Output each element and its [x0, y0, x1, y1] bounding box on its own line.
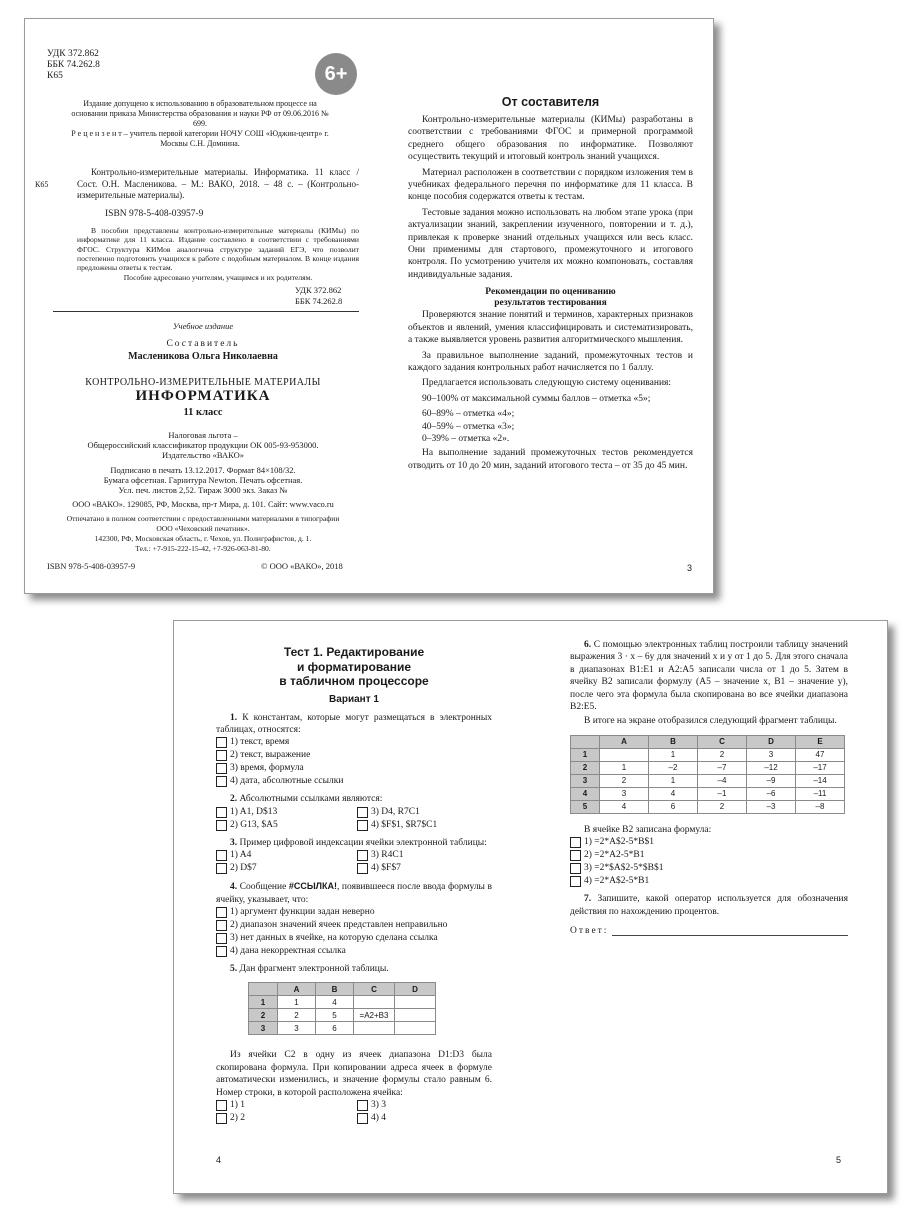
test-title — [216, 645, 492, 689]
col-header: C — [698, 735, 747, 748]
cell: 1 — [649, 748, 698, 761]
q2-option-3[interactable]: 3) D4, R7C1 — [357, 806, 437, 819]
cell: –1 — [698, 787, 747, 800]
checkbox[interactable] — [216, 920, 227, 931]
cell: 47 — [796, 748, 845, 761]
checkbox[interactable] — [216, 1100, 227, 1111]
col-header: E — [796, 735, 845, 748]
checkbox[interactable] — [357, 807, 368, 818]
cell: –3 — [747, 800, 796, 813]
cell: –4 — [698, 774, 747, 787]
checkbox[interactable] — [357, 1113, 368, 1124]
q6-option-1[interactable]: 1) =2*A$2-5*B$1 — [570, 836, 848, 849]
cell: –11 — [796, 787, 845, 800]
q6-option-3[interactable]: 3) =2*$A$2-5*$B$1 — [570, 862, 848, 875]
cell: 2 — [600, 774, 649, 787]
row-header: 4 — [571, 787, 600, 800]
row-header: 3 — [249, 1022, 278, 1035]
checkbox[interactable] — [216, 820, 227, 831]
col-header: D — [395, 983, 436, 996]
q1-number: 1. — [230, 712, 238, 723]
corner-cell — [571, 735, 600, 748]
audience: Пособие адресовано учителям, учащимся и их родителям. — [123, 273, 313, 282]
q5-after-text: Из ячейки C2 в одну из ячеек диапазона D1:D3 была скопирована формула. При копировании адреса ячеек в формуле автоматически изменились, и значение формулы стало равным 6. Номер строки, в которой расположена ячейка: — [216, 1050, 492, 1098]
col-header: A — [600, 735, 649, 748]
q2-option-4[interactable]: 4) $F$1, $R7$C1 — [357, 819, 437, 832]
q5-text: Дан фрагмент электронной таблицы. — [239, 963, 389, 974]
printed-at: Отпечатано в полном соответствии с предоставленными материалами в типографии ООО «Чеховский печатник». — [66, 514, 340, 533]
bbk-code: ББК 74.262.8 — [47, 60, 100, 70]
grade-2: 0–39% – отметка «2». — [422, 433, 510, 444]
checkbox[interactable] — [216, 933, 227, 944]
checkbox[interactable] — [570, 876, 581, 887]
compiler-label: Составитель — [166, 339, 240, 349]
q2-number: 2. — [230, 794, 238, 805]
question-6 — [570, 639, 848, 888]
q3-option-4[interactable]: 4) $F$7 — [357, 862, 403, 875]
table-header-row — [249, 983, 436, 996]
grade-4: 60–89% – отметка «4»; — [422, 409, 515, 420]
q3-option-2[interactable]: 2) D$7 — [216, 862, 357, 875]
divider — [53, 311, 359, 312]
publisher-address: ООО «ВАКО». 129085, РФ, Москва, пр-т Мира, д. 101. Сайт: www.vaco.ru — [72, 500, 334, 509]
abstract: В пособии представлены контрольно-измерительные материалы (КИМы) по информатике для 11 класса. Издание составлено в соответствии с требованиями ФГОС. Структура КИМов аналогична структуре заданий ЕГЭ, что позволит постепенно подготовить учащихся к работе с подобным материалом. В конце издания предложены ответы к тестам. — [77, 226, 359, 273]
row-header: 2 — [571, 761, 600, 774]
q4-option-3[interactable]: 3) нет данных в ячейке, на которую сделана ссылка — [216, 932, 492, 945]
test-page-right — [570, 639, 848, 936]
q6-number: 6. — [584, 640, 592, 650]
q1-text: К константам, которые могут размещаться в электронных таблицах, относятся: — [216, 712, 493, 735]
cell: 1 — [600, 761, 649, 774]
col-header: B — [316, 983, 354, 996]
checkbox[interactable] — [216, 737, 227, 748]
cell: 3 — [600, 787, 649, 800]
print-line-2: Бумага офсетная. Гарнитура Newton. Печать офсетная. — [103, 475, 303, 485]
edition-type: Учебное издание — [172, 321, 234, 331]
approval-note: Издание допущено к использованию в образовательном процессе на основании приказа Министерства образования и науки РФ от 09.06.2016 № 699. — [71, 99, 329, 128]
cell: –2 — [649, 761, 698, 774]
col-header: A — [278, 983, 316, 996]
q6-text-2: В итоге на экране отобразился следующий фрагмент таблицы. — [584, 716, 837, 727]
foreword-p6: Предлагается использовать следующую систему оценивания: — [422, 378, 672, 389]
table-row — [571, 800, 845, 813]
checkbox[interactable] — [357, 863, 368, 874]
question-7 — [570, 893, 848, 936]
q5-option-2[interactable]: 2) 2 — [216, 1112, 357, 1125]
print-line-3: Усл. печ. листов 2,52. Тираж 3000 экз. Заказ № — [118, 485, 288, 495]
cell: 1 — [278, 996, 316, 1009]
test-title-line-1: Тест 1. Редактирование — [283, 645, 425, 659]
checkbox[interactable] — [216, 750, 227, 761]
cell: 6 — [649, 800, 698, 813]
table-row — [571, 748, 845, 761]
foreword-p2: Материал расположен в соответствии с порядком изложения тем в учебниках федерального перечня по информатике для 11 класса. В конце пособия содержатся ответы к тестам. — [408, 167, 693, 203]
row-header: 5 — [571, 800, 600, 813]
cell: –7 — [698, 761, 747, 774]
cell: 2 — [698, 800, 747, 813]
q6-option-4[interactable]: 4) =2*A$2-5*B1 — [570, 875, 848, 888]
print-line-1: Подписано в печать 13.12.2017. Формат 84×108/32. — [110, 465, 296, 475]
q3-text: Пример цифровой индексации ячейки электронной таблицы: — [239, 837, 487, 848]
checkbox[interactable] — [570, 850, 581, 861]
isbn: ISBN 978-5-408-03957-9 — [105, 209, 204, 219]
question-4 — [216, 880, 492, 958]
row-header: 3 — [571, 774, 600, 787]
q6-text-3: В ячейке B2 записана формула: — [584, 824, 712, 835]
q5-option-1[interactable]: 1) 1 — [216, 1099, 357, 1112]
cell: 2 — [278, 1009, 316, 1022]
question-5 — [216, 963, 492, 1125]
table-row — [571, 761, 845, 774]
q2-option-1[interactable]: 1) A1, D$13 — [216, 806, 357, 819]
col-header: D — [747, 735, 796, 748]
variant-label: Вариант 1 — [329, 693, 379, 705]
row-header: 1 — [249, 996, 278, 1009]
table-header-row — [571, 735, 845, 748]
cell: –8 — [796, 800, 845, 813]
checkbox[interactable] — [216, 1113, 227, 1124]
q6-text: С помощью электронных таблиц построили таблицу значений выражения 3 · x – 6y для значений x и y от 1 до 5. Для этого сначала в диапазонах B1:E1 и A2:A5 записали числа от 1 до 5. Затем в ячейку B2 записали формулу (A5 – значение x, B1 – значение y), после чего эта формула была скопирована во все ячейки диапазона B2:E5. — [570, 640, 849, 713]
cell — [600, 748, 649, 761]
q4-pre: Сообщение — [239, 882, 289, 893]
checkbox[interactable] — [216, 763, 227, 774]
checkbox[interactable] — [570, 837, 581, 848]
bibliographic-citation: Контрольно-измерительные материалы. Информатика. 11 класс / Сост. О.Н. Масленикова. – М.: ВАКО, 2018. – 48 с. – (Контрольно-измерительные материалы). — [77, 167, 359, 200]
cell: –6 — [747, 787, 796, 800]
imprint-page — [47, 49, 352, 82]
series-title: КОНТРОЛЬНО-ИЗМЕРИТЕЛЬНЫЕ МАТЕРИАЛЫ — [85, 377, 321, 388]
subtitle-line-2: результатов тестирования — [494, 298, 607, 309]
foreword-p4: Проверяются знание понятий и терминов, характерных признаков объектов и явлений, умения классифицировать и систематизировать, а также выявляется уровень развития алгоритмического мышления. — [408, 310, 693, 346]
corner-cell — [249, 983, 278, 996]
reviewer-note: Р е ц е н з е н т – учитель первой категории НОЧУ СОШ «Юджин-центр» г. Москвы С.Н. Домнина. — [71, 129, 329, 148]
foreword-page — [408, 95, 693, 472]
cell — [354, 996, 395, 1009]
checkbox[interactable] — [216, 946, 227, 957]
subtitle-line-1: Рекомендации по оцениванию — [485, 287, 616, 298]
cell: 3 — [278, 1022, 316, 1035]
tax-line-1: Налоговая льгота – — [168, 430, 238, 440]
subject-title: ИНФОРМАТИКА — [135, 388, 271, 404]
q1-option-1[interactable]: 1) текст, время — [216, 736, 492, 749]
checkbox[interactable] — [570, 863, 581, 874]
checkbox[interactable] — [216, 807, 227, 818]
bbk-code-2: ББК 74.262.8 — [295, 296, 343, 306]
col-header: C — [354, 983, 395, 996]
col-header: B — [649, 735, 698, 748]
footer-isbn: ISBN 978-5-408-03957-9 — [47, 561, 136, 571]
page-number-3: 3 — [687, 563, 693, 573]
table-row — [249, 1009, 436, 1022]
checkbox[interactable] — [216, 776, 227, 787]
foreword-p5: За правильное выполнение заданий, промежуточных тестов и каждого задания контрольных работ начисляется по 1 баллу. — [408, 350, 693, 373]
checkbox[interactable] — [216, 850, 227, 861]
answer-label: Ответ: — [570, 926, 609, 937]
compiler-name: Масленикова Ольга Николаевна — [128, 351, 278, 362]
age-rating-badge: 6+ — [315, 53, 357, 95]
q3-option-3[interactable]: 3) R4C1 — [357, 849, 403, 862]
q1-option-3[interactable]: 3) время, формула — [216, 762, 492, 775]
q4-error-code: #ССЫЛКА! — [288, 881, 337, 892]
cell — [395, 996, 436, 1009]
cell — [395, 1009, 436, 1022]
cell: 1 — [649, 774, 698, 787]
table-row — [249, 996, 436, 1009]
cell: 6 — [316, 1022, 354, 1035]
q7-number: 7. — [584, 894, 592, 905]
q2-text: Абсолютными ссылками являются: — [239, 794, 383, 805]
cell: –17 — [796, 761, 845, 774]
cell: 3 — [747, 748, 796, 761]
recommendations-subtitle — [408, 287, 693, 309]
cell: 4 — [600, 800, 649, 813]
checkbox[interactable] — [216, 863, 227, 874]
cell: 5 — [316, 1009, 354, 1022]
q2-option-2[interactable]: 2) G13, $A5 — [216, 819, 357, 832]
udk-code: УДК 372.862 — [47, 49, 99, 59]
q5-spreadsheet-fragment — [248, 982, 436, 1035]
q7-text: Запишите, какой оператор используется для обозначения действия по нахождению процентов. — [570, 894, 848, 917]
table-row — [571, 774, 845, 787]
publisher: Издательство «ВАКО» — [161, 450, 244, 460]
tax-line-2: Общероссийский классификатор продукции ОК 005-93-953000. — [87, 440, 319, 450]
table-row — [571, 787, 845, 800]
q4-option-2[interactable]: 2) диапазон значений ячеек представлен неправильно — [216, 919, 492, 932]
author-mark: К65 — [47, 71, 63, 81]
q3-number: 3. — [230, 837, 238, 848]
cell: 4 — [649, 787, 698, 800]
cell — [395, 1022, 436, 1035]
q5-option-4[interactable]: 4) 4 — [357, 1112, 386, 1125]
cell: =A2+B3 — [354, 1009, 395, 1022]
q4-number: 4. — [230, 882, 238, 893]
question-2 — [216, 793, 492, 831]
cell: 2 — [698, 748, 747, 761]
cell: –9 — [747, 774, 796, 787]
test-title-line-2: и форматирование — [296, 659, 412, 674]
citation-mark: К65 — [35, 180, 49, 189]
table-row — [249, 1022, 436, 1035]
cell: 4 — [316, 996, 354, 1009]
book-spread-pages-2-3 — [24, 18, 714, 594]
grade-3: 40–59% – отметка «3»; — [422, 421, 515, 432]
test-page-left — [216, 645, 492, 1125]
foreword-p1: Контрольно-измерительные материалы (КИМы) разработаны в соответствии с требованиями ФГОС и примерной программой среднего общего образования по информатике. Позволяют осуществить текущий и итоговый контроль знаний учащихся. — [408, 115, 693, 163]
q1-option-2[interactable]: 2) текст, выражение — [216, 749, 492, 762]
q3-option-1[interactable]: 1) A4 — [216, 849, 357, 862]
book-spread-pages-4-5 — [173, 620, 888, 1194]
question-1 — [216, 712, 492, 789]
foreword-p7: На выполнение заданий промежуточных тестов рекомендуется отводить от 10 до 20 мин, заданий итогового теста – от 35 до 45 мин. — [408, 448, 693, 471]
q5-option-3[interactable]: 3) 3 — [357, 1099, 386, 1112]
cell: –14 — [796, 774, 845, 787]
grade-5: 90–100% от максимальной суммы баллов – отметка «5»; — [422, 393, 651, 404]
q6-spreadsheet-fragment — [570, 735, 845, 814]
checkbox[interactable] — [357, 820, 368, 831]
q6-option-2[interactable]: 2) =2*A2-5*B1 — [570, 849, 848, 862]
row-header: 1 — [571, 748, 600, 761]
cell: –12 — [747, 761, 796, 774]
udk-code-2: УДК 372.862 — [295, 285, 342, 295]
footer-copyright: © ООО «ВАКО», 2018 — [261, 561, 343, 571]
q5-number: 5. — [230, 963, 238, 974]
printer-phone: Тел.: +7-915-222-15-42, +7-926-063-81-80. — [135, 544, 271, 553]
page-number-4: 4 — [216, 1155, 222, 1165]
foreword-title: От составителя — [501, 95, 600, 109]
checkbox[interactable] — [357, 1100, 368, 1111]
checkbox[interactable] — [357, 850, 368, 861]
foreword-p3: Тестовые задания можно использовать на любом этапе урока (при актуализации знаний, закреплении изученного, повторении и т. д.), привлекая к проверке знаний отдельных учащихся или весь класс. Они применимы для стартового, промежуточного и итогового контроля. По усмотрению учителя их можно компоновать, составляя индивидуальные задания. — [408, 207, 693, 280]
q4-option-1[interactable]: 1) аргумент функции задан неверно — [216, 906, 492, 919]
page-number-5: 5 — [836, 1155, 842, 1165]
q1-option-4[interactable]: 4) дата, абсолютные ссылки — [216, 775, 492, 788]
q4-text: , появившееся после ввода формулы в ячейку, указывает, что: — [216, 882, 492, 905]
q4-option-4[interactable]: 4) дана некорректная ссылка — [216, 945, 492, 958]
checkbox[interactable] — [216, 907, 227, 918]
row-header: 2 — [249, 1009, 278, 1022]
question-3 — [216, 837, 492, 875]
grade: 11 класс — [183, 407, 223, 418]
answer-input-line[interactable] — [612, 925, 848, 936]
test-title-line-3: в табличном процессоре — [279, 674, 429, 688]
printer-address: 142300, РФ, Московская область, г. Чехов, ул. Полиграфистов, д. 1. — [94, 534, 312, 543]
cell — [354, 1022, 395, 1035]
